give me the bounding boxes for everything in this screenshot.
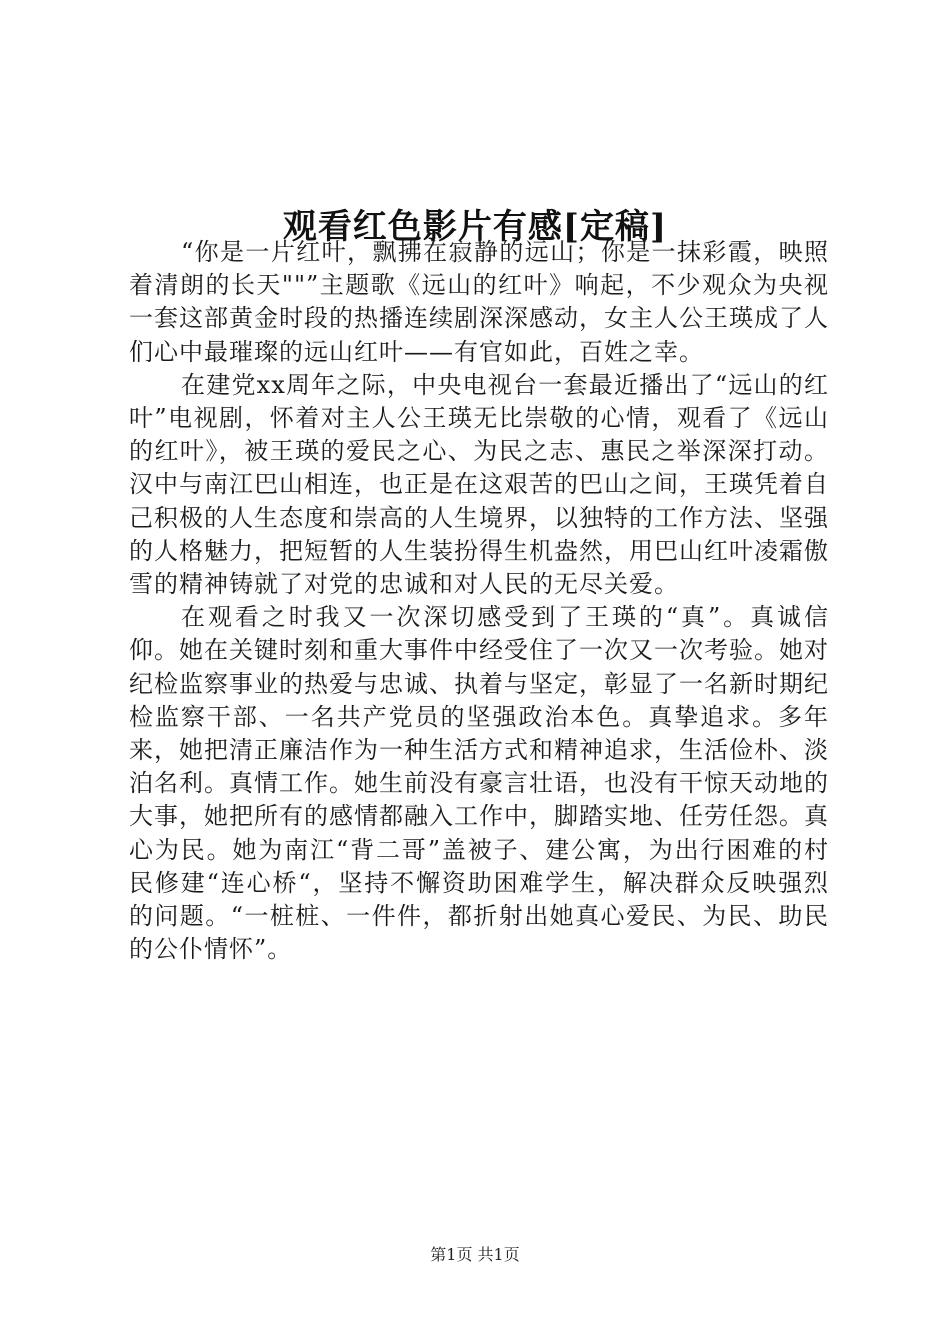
- page-footer: 第1页 共1页: [430, 1245, 520, 1264]
- paragraph-2: 在建党xx周年之际，中央电视台一套最近播出了“远山的红叶”电视剧，怀着对主人公王瑛无比崇敬的心情，观看了《远山的红叶》，被王瑛的爱民之心、为民之志、惠民之举深深打动。汉中与南江巴山相连，也正是在这艰苦的巴山之间，王瑛凭着自己积极的人生态度和崇高的人生境界，以独特的工作方法、坚强的人格魅力，把短暂的人生装扮得生机盎然，用巴山红叶凌霜傲雪的精神铸就了对党的忠诚和对人民的无尽关爱。: [129, 370, 829, 599]
- document-body: [129, 236, 829, 966]
- paragraph-3: 在观看之时我又一次深切感受到了王瑛的“真”。真诚信仰。她在关键时刻和重大事件中经受住了一次又一次考验。她对纪检监察事业的热爱与忠诚、执着与坚定，彰显了一名新时期纪检监察干部、一名共产党员的坚强政治本色。真挚追求。多年来，她把清正廉洁作为一种生活方式和精神追求，生活俭朴、淡泊名利。真情工作。她生前没有豪言壮语，也没有干惊天动地的大事，她把所有的感情都融入工作中，脚踏实地、任劳任怨。真心为民。她为南江“背二哥”盖被子、建公寓，为出行困难的村民修建“连心桥“，坚持不懈资助困难学生，解决群众反映强烈的问题。“一桩桩、一件件，都折射出她真心爱民、为民、助民的公仆情怀”。: [129, 603, 829, 964]
- paragraph-1: “你是一片红叶，飘拂在寂静的远山；你是一抹彩霞，映照着清朗的长天""”主题歌《远山的红叶》响起，不少观众为央视一套这部黄金时段的热播连续剧深深感动，女主人公王瑛成了人们心中最璀璨的远山红叶——有官如此，百姓之幸。: [129, 238, 829, 366]
- document-title: 观看红色影片有感[定稿]: [282, 206, 668, 247]
